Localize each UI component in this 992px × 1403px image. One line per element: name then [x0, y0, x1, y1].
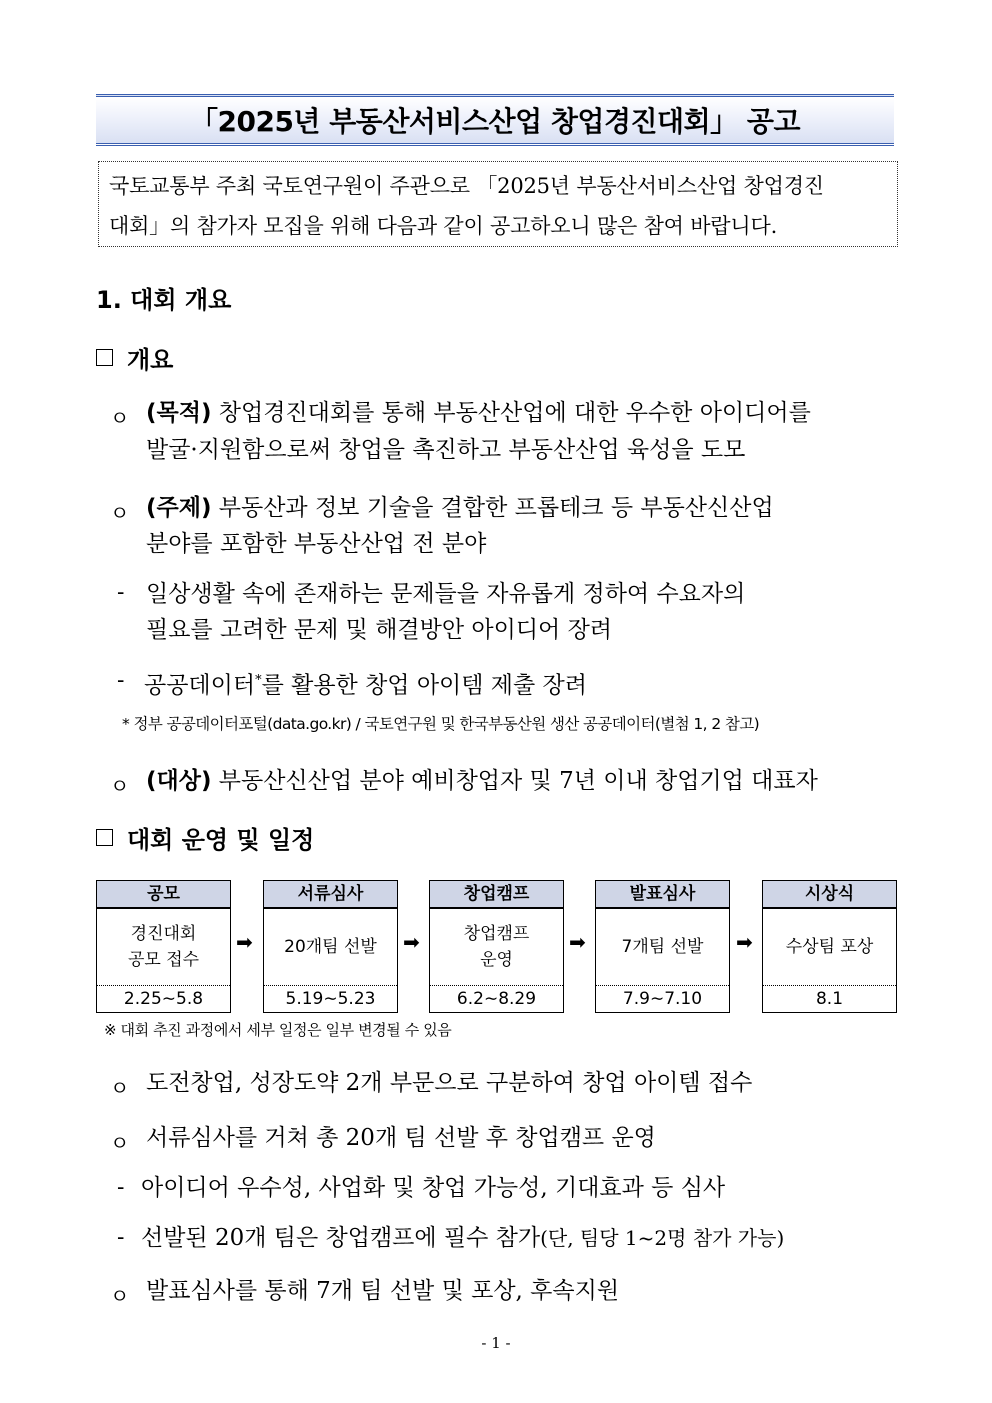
data-note: * 정부 공공데이터포털(data.go.kr) / 국토연구원 및 한국부동산원 생산 공공데이터(별첨 1, 2 참고) [122, 715, 760, 733]
overview-heading-label: 개요 [127, 346, 174, 374]
stage-desc: 경진대회 공모 접수 [97, 909, 230, 986]
checkbox-square-icon [96, 349, 113, 366]
schedule-note: ※ 대회 추진 과정에서 세부 일정은 일부 변경될 수 있음 [104, 1021, 452, 1039]
bullet-icon: ㅇ [110, 1131, 130, 1155]
arrow-right-icon: ➡ [736, 930, 753, 954]
stage-date: 6.2∼8.29 [456, 989, 537, 1009]
sub2-sup: * [255, 673, 262, 688]
stage-name: 창업캠프 [430, 881, 563, 909]
stage-desc: 창업캠프 운영 [430, 909, 563, 986]
theme-text: 부동산과 정보 기술을 결합한 프롭테크 등 부동산신산업 [211, 495, 774, 521]
page-number: - 1 - [481, 1334, 511, 1352]
schedule-item-1: 도전창업, 성장도약 2개 부문으로 구분하여 창업 아이템 접수 [146, 1070, 753, 1096]
stage-box [595, 880, 730, 1013]
stage-box [429, 880, 564, 1013]
sub1-line-2: 필요를 고려한 문제 및 해결방안 아이디어 장려 [146, 617, 613, 643]
bullet-icon: ㅇ [110, 1284, 130, 1308]
arrow-right-icon: ➡ [403, 930, 420, 954]
target-tag: (대상) [146, 768, 212, 794]
stage-box [96, 880, 231, 1013]
stage-box [263, 880, 398, 1013]
sub2-pre: 공공데이터 [144, 672, 256, 699]
overview-heading [96, 340, 173, 375]
arrow-right-icon: ➡ [569, 930, 586, 954]
schedule-item-2: 서류심사를 거쳐 총 20개 팀 선발 후 창업캠프 운영 [146, 1125, 656, 1151]
purpose-line-2: 발굴·지원함으로써 창업을 촉진하고 부동산산업 육성을 도모 [146, 437, 746, 463]
purpose-text: 창업경진대회를 통해 부동산산업에 대한 우수한 아이디어를 [211, 400, 811, 426]
schedule-heading-label: 대회 운영 및 일정 [127, 826, 315, 854]
schedule-sub-2-paren: (단, 팀당 1~2명 참가 가능) [540, 1226, 785, 1250]
sub2-line [144, 663, 587, 704]
stage-desc: 20개팀 선발 [264, 909, 397, 986]
stage-name: 발표심사 [596, 881, 729, 909]
purpose-tag: (목적) [146, 400, 212, 426]
stage-date: 8.1 [815, 989, 844, 1009]
title-bar [96, 94, 894, 146]
schedule-sub-1: 아이디어 우수성, 사업화 및 창업 가능성, 기대효과 등 심사 [141, 1175, 726, 1201]
purpose-line-1 [146, 395, 898, 431]
page-title: 「2025년 부동산서비스산업 창업경진대회」 공고 [190, 105, 800, 138]
stage-date: 5.19∼5.23 [285, 989, 376, 1009]
stage-desc: 수상팀 포상 [763, 909, 896, 986]
sub2-post: 를 활용한 창업 아이템 제출 장려 [261, 672, 587, 699]
target-line [146, 763, 818, 799]
stage-date: 2.25∼5.8 [123, 989, 204, 1009]
bullet-icon: ㅇ [110, 406, 130, 430]
arrow-right-icon: ➡ [236, 930, 253, 954]
schedule-item-3: 발표심사를 통해 7개 팀 선발 및 포상, 후속지원 [146, 1278, 620, 1304]
target-text: 부동산신산업 분야 예비창업자 및 7년 이내 창업기업 대표자 [211, 768, 818, 794]
stage-name: 시상식 [763, 881, 896, 909]
bullet-icon: ㅇ [110, 1076, 130, 1100]
schedule-sub-2-main: 선발된 20개 팀은 창업캠프에 필수 참가 [141, 1225, 541, 1251]
stage-box [762, 880, 897, 1013]
intro-line-2: 대회」의 참가자 모집을 위해 다음과 같이 공고하오니 많은 참여 바랍니다. [109, 214, 778, 238]
bullet-icon: ㅇ [110, 501, 130, 525]
intro-box [98, 161, 898, 247]
theme-line-2: 분야를 포함한 부동산산업 전 분야 [146, 531, 487, 557]
bullet-icon: ㅇ [110, 774, 130, 798]
sub1-line-1: 일상생활 속에 존재하는 문제들을 자유롭게 정하여 수요자의 [146, 581, 746, 607]
stage-name: 서류심사 [264, 881, 397, 909]
checkbox-square-icon [96, 829, 113, 846]
dash-marker: - [117, 1225, 125, 1250]
stage-name: 공모 [97, 881, 230, 909]
theme-tag: (주제) [146, 495, 212, 521]
dash-marker: - [117, 1175, 125, 1200]
intro-line-1: 국토교통부 주최 국토연구원이 주관으로 「2025년 부동산서비스산업 창업경진 [109, 174, 824, 198]
dash-marker: - [117, 580, 125, 605]
section-heading: 1. 대회 개요 [96, 286, 232, 314]
schedule-heading [96, 820, 314, 855]
theme-line-1 [146, 490, 774, 526]
schedule-sub-2 [141, 1220, 784, 1256]
stage-date: 7.9∼7.10 [622, 989, 703, 1009]
dash-marker: - [117, 668, 125, 693]
stage-desc: 7개팀 선발 [596, 909, 729, 986]
